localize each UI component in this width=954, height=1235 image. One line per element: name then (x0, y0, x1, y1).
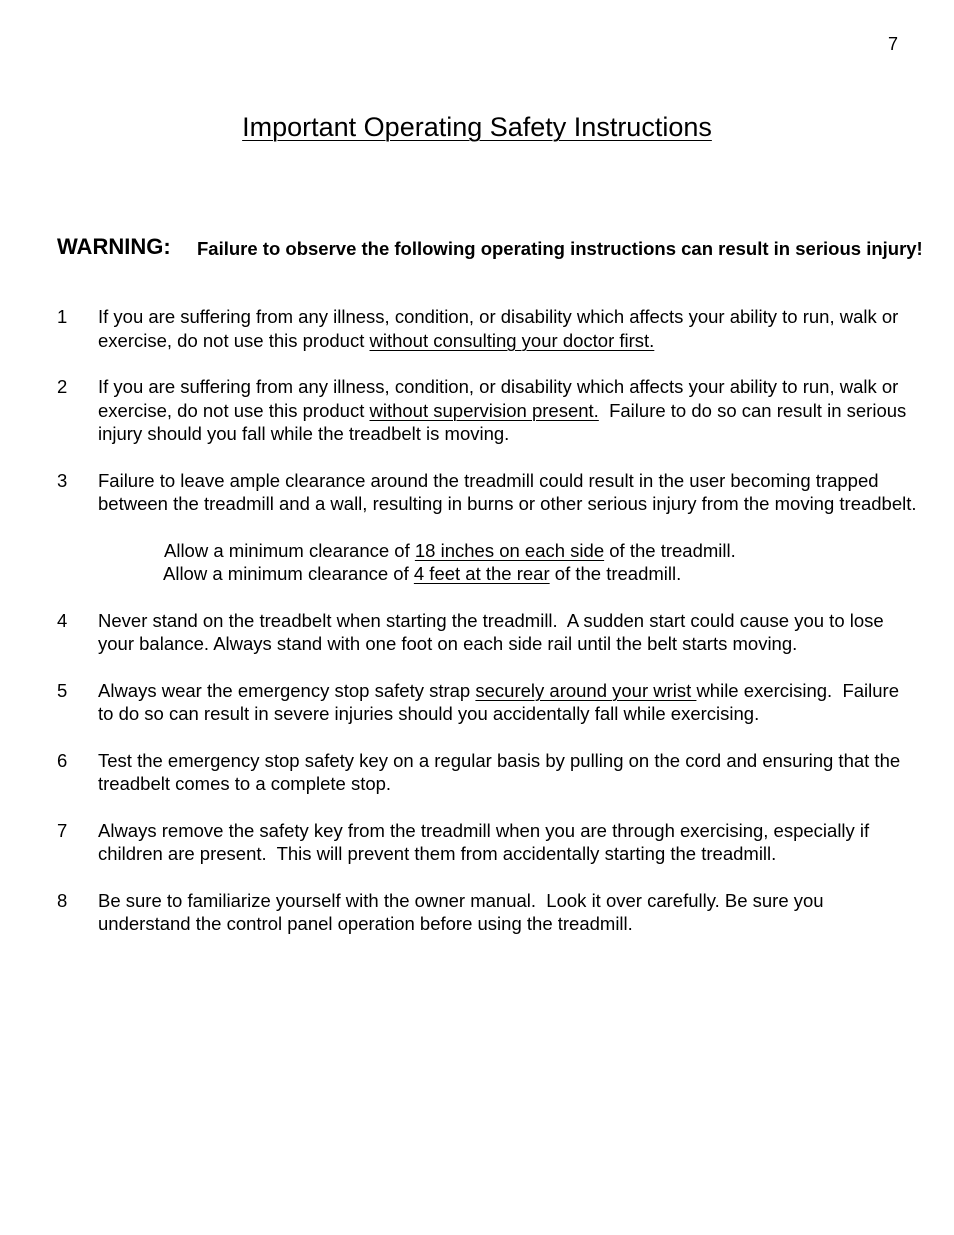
item-number: 8 (57, 889, 68, 911)
clearance-side (163, 539, 917, 563)
item-text-continued: while exercising. Failure to do so can result in severe injuries should you accidentally fall while exercising. (98, 679, 905, 724)
item-text: Failure to leave ample clearance around the treadmill could result in the user becoming trapped between the treadmill and a wall, resulting in burns or other serious injury from the moving treadbelt. (98, 469, 917, 514)
page-number: 7 (887, 34, 898, 54)
list-item (57, 469, 917, 586)
item-number: 1 (57, 306, 68, 327)
list-item (57, 375, 917, 446)
clearance-text: Allow a minimum clearance of (164, 539, 415, 561)
warning-label: WARNING: (57, 234, 171, 259)
item-text-continued: Failure to do so can result in serious injury should you fall while the treadbelt is moving. (98, 399, 912, 444)
clearance-underlined-text: 4 feet at the rear (413, 563, 550, 584)
clearance-text-end: of the treadmill. (604, 539, 736, 561)
item-text: Never stand on the treadbelt when starting the treadmill. A sudden start could cause you to lose your balance. Always stand with one foot on each side rail until the belt starts moving. (98, 609, 889, 654)
item-text: If you are suffering from any illness, condition, or disability which affects your ability to run, walk or exercise, do not use this product (98, 376, 899, 421)
list-item (57, 305, 917, 352)
clearance-underlined-text: 18 inches on each side (414, 539, 605, 561)
item-underlined-text: without consulting your doctor first. (369, 329, 655, 351)
warning-text: Failure to observe the following operating instructions can result in serious injury! (197, 238, 923, 259)
clearance-rear (163, 562, 917, 586)
item-number: 7 (57, 819, 68, 841)
clearance-text: Allow a minimum clearance of (163, 563, 414, 584)
item-number: 6 (57, 749, 68, 771)
item-text: If you are suffering from any illness, condition, or disability which affects your ability to run, walk or exercise, do not use this product (98, 306, 899, 351)
list-item (57, 819, 917, 866)
item-number: 2 (57, 376, 68, 397)
clearance-notes (98, 539, 917, 586)
item-underlined-text: securely around your wrist (475, 679, 697, 701)
clearance-text-end: of the treadmill. (549, 563, 682, 584)
item-underlined-text: without supervision present. (369, 399, 599, 421)
list-item (57, 609, 917, 656)
list-item (57, 749, 917, 796)
item-number: 4 (57, 609, 68, 631)
item-number: 5 (57, 679, 68, 701)
item-text: Always remove the safety key from the treadmill when you are through exercising, especially if children are present. This will prevent them from accidentally starting the treadmill. (98, 819, 875, 864)
item-text: Be sure to familiarize yourself with the owner manual. Look it over carefully. Be sure you understand the control panel operation before using the treadmill. (98, 889, 829, 934)
instruction-list (57, 305, 917, 959)
item-number: 3 (57, 469, 68, 491)
item-text: Always wear the emergency stop safety strap (98, 679, 476, 701)
item-text: Test the emergency stop safety key on a regular basis by pulling on the cord and ensuring that the treadbelt comes to a complete stop. (98, 749, 901, 794)
list-item (57, 889, 917, 936)
list-item (57, 679, 917, 726)
page-title: Important Operating Safety Instructions (242, 112, 712, 142)
